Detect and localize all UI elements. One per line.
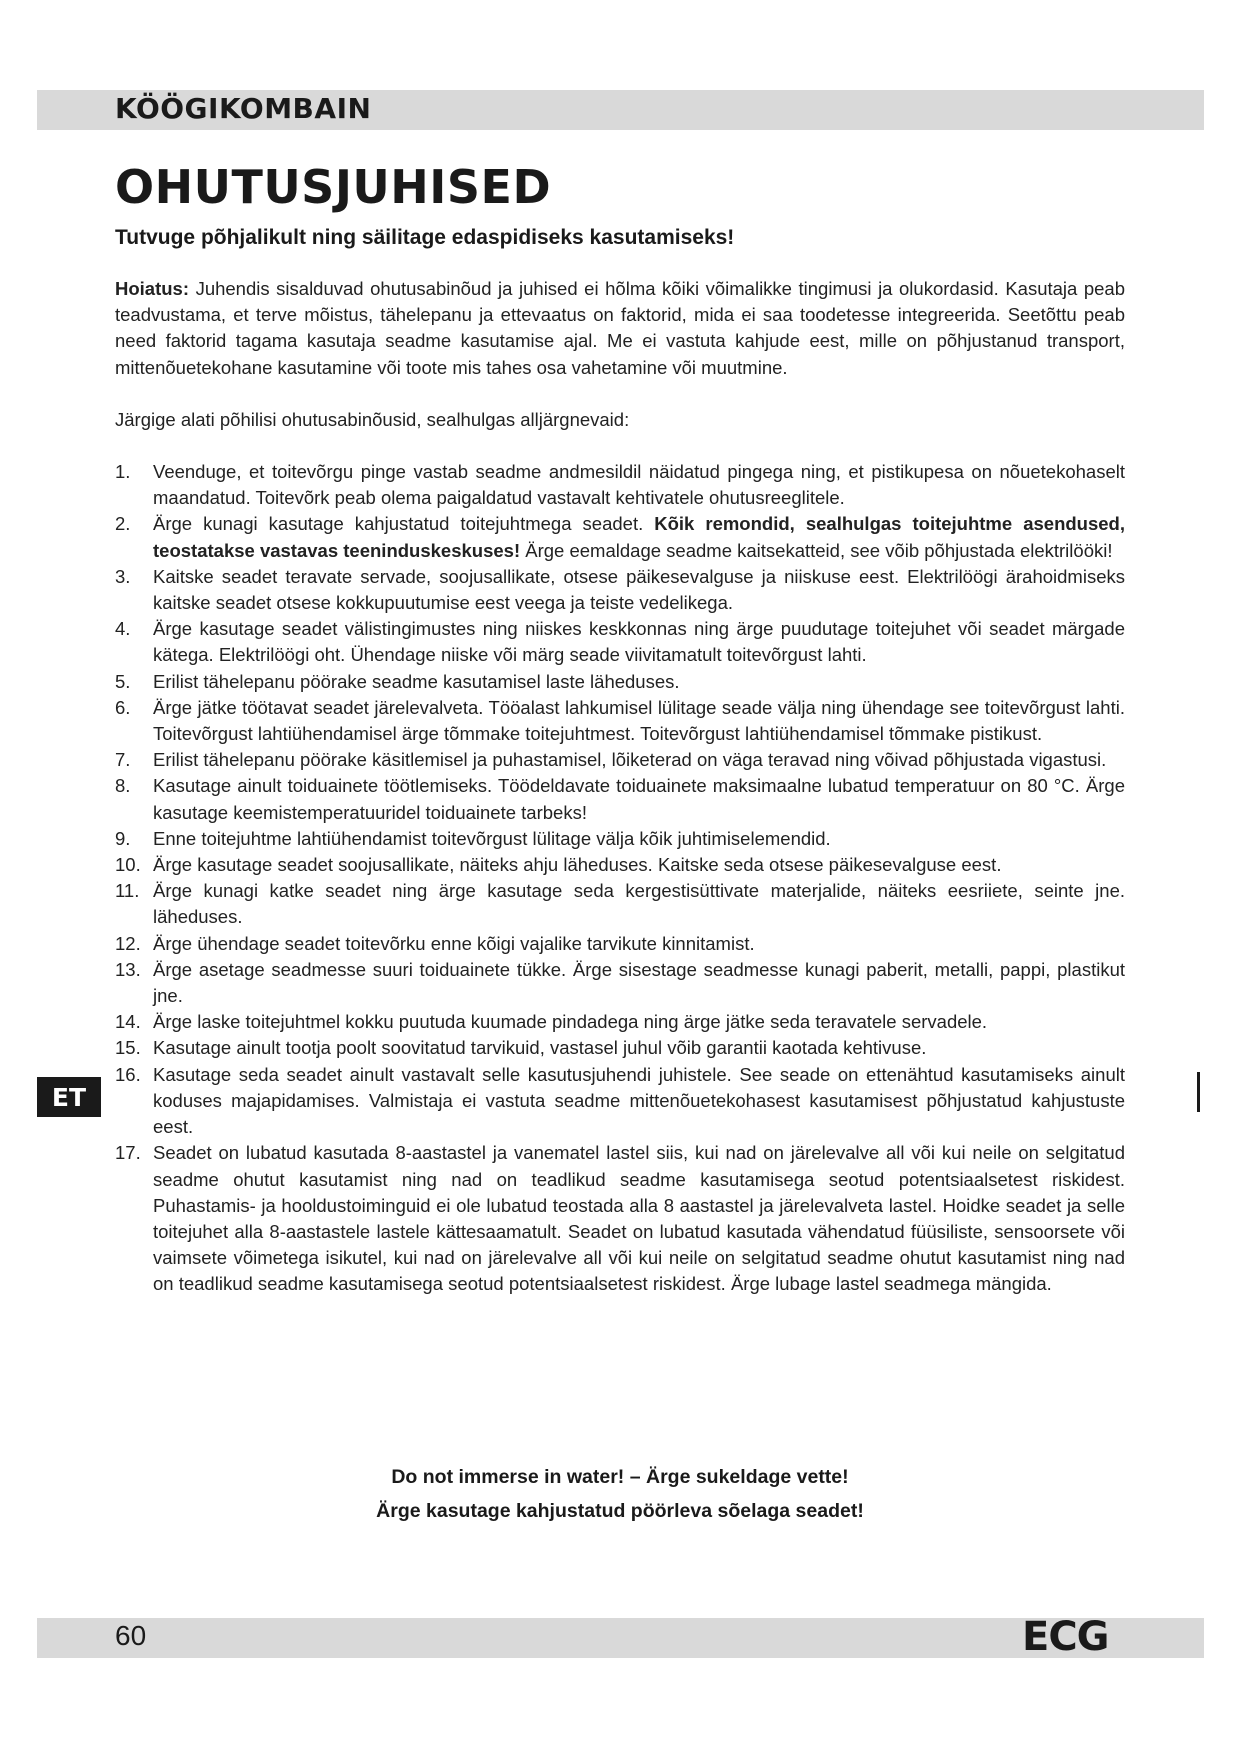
list-item: 9. Enne toitejuhtme lahtiühendamist toitevõrgust lülitage välja kõik juhtimiselemendid. — [115, 827, 831, 849]
closing-line-water: Do not immerse in water! – Ärge sukeldage vette! — [391, 1466, 849, 1488]
list-item: 4. Ärge kasutage seadet välistingimustes ning niiskes keskkonnas ning ärge puudutage toitejuhet või seadet märgade kätega. Elektrilöögi oht. Ühendage niiske või märg seade viivitamatult toitevõrgust lahti. — [115, 618, 1125, 666]
list-item: 7. Erilist tähelepanu pöörake käsitlemisel ja puhastamisel, lõiketerad on väga teravad ning võivad põhjustada vigastusi. — [115, 749, 1107, 771]
closing-notice — [115, 1460, 1125, 1528]
list-item: 5. Erilist tähelepanu pöörake seadme kasutamisel laste läheduses. — [115, 670, 680, 692]
warning-text: Juhendis sisalduvad ohutusabinõud ja juhised ei hõlma kõiki võimalikke tingimusi ja olukordasid. Kasutaja peab teadvustama, et terve mõistus, tähelepanu ja ettevaatus on faktorid, mida ei saa toodetesse integreerida. Seetõttu peab need faktorid tagama kasutaja seadme kasutamise ajal. Me ei vastuta kahjude eest, mille on põhjustanud transport, mittenõuetekohane kasutamine või toote mis tahes osa vahetamine või muutmine. — [115, 278, 1126, 378]
service-notice: Kõik remondid, sealhulgas toitejuhtme asendused, teostatakse vastavas teeninduskeskuses! — [153, 513, 1125, 561]
warning-paragraph — [115, 276, 1125, 381]
list-item: 10. Ärge kasutage seadet soojusallikate, näiteks ahju läheduses. Kaitske seda otsese päikesevalguse eest. — [115, 854, 1002, 876]
page-number: 60 — [115, 1620, 147, 1651]
warning-label: Hoiatus: — [115, 278, 189, 299]
closing-line-sieve: Ärge kasutage kahjustatud pöörleva sõelaga seadet! — [376, 1500, 864, 1522]
section-title: KÖÖGIKOMBAIN — [115, 92, 372, 125]
list-item: 2. Ärge kunagi kasutage kahjustatud toitejuhtmega seadet. Kõik remondid, sealhulgas toitejuhtme asendused, teostatakse vastavas teeninduskeskuses! Ärge eemaldage seadme kaitsekatteid, see võib põhjustada elektrilööki! — [115, 513, 1125, 561]
list-item: 15. Kasutage ainult tootja poolt soovitatud tarvikuid, vastasel juhul võib garantii kaotada kehtivuse. — [115, 1037, 927, 1059]
page-title: OHUTUSJUHISED — [115, 160, 552, 214]
list-item: 12. Ärge ühendage seadet toitevõrku enne kõigi vajalike tarvikute kinnitamist. — [115, 932, 755, 954]
list-item: 16. Kasutage seda seadet ainult vastavalt selle kasutusjuhendi juhistele. See seade on ettenähtud kasutamiseks ainult koduses majapidamises. Valmistaja ei vastuta seadme mittenõuetekohasest kasutamisest põhjustatud kahjustuste eest. — [115, 1063, 1125, 1138]
list-item: 13. Ärge asetage seadmesse suuri toiduainete tükke. Ärge sisestage seadmesse kunagi paberit, metalli, pappi, plastikut jne. — [115, 958, 1125, 1007]
language-tab: ET — [37, 1077, 101, 1117]
intro-text: Järgige alati põhilisi ohutusabinõusid, sealhulgas alljärgnevaid: — [115, 408, 630, 430]
list-item: 11. Ärge kunagi katke seadet ning ärge kasutage seda kergestisüttivate materjalide, näiteks eesriiete, seinte jne. läheduses. — [115, 880, 1125, 928]
list-item: 8. Kasutage ainult toiduainete töötlemiseks. Töödeldavate toiduainete maksimaalne lubatud temperatuur on 80 °C. Ärge kasutage keemistemperatuuridel toiduainete tarbeks! — [115, 775, 1125, 823]
content — [115, 276, 1125, 1298]
subtitle: Tutvuge põhjalikult ning säilitage edaspidiseks kasutamiseks! — [115, 226, 735, 249]
brand-logo: ECG — [1022, 1614, 1109, 1660]
list-item: 17. Seadet on lubatud kasutada 8-aastastel ja vanematel lastel siis, kui nad on järelevalve all või kui neile on selgitatud seadme ohutut kasutamist ning nad on teadlikud seadme kasutamisega seotud potentsiaalsetest riskidest. Puhastamis- ja hooldustoiminguid ei ole lubatud teostada alla 8 aastastel ja järelevalveta lastel. Hoidke seadet ja selle toitejuhet alla 8-aastastele lastele kättesaamatult. Seadet on lubatud kasutada vähendatud füüsiliste, sensoorsete või vaimsete võimetega isikutel, kui nad on järelevalve all või kui neile on selgitatud seadme ohutut kasutamist ning nad on teadlikud seadme kasutamisega seotud potentsiaalsetest riskidest. Ärge lubage lastel seadmega mängida. — [115, 1142, 1125, 1295]
margin-mark — [1197, 1072, 1200, 1112]
list-item: 1. Veenduge, et toitevõrgu pinge vastab seadme andmesildil näidatud pingega ning, et pistikupesa on nõuetekohaselt maandatud. Toitevõrk peab olema paigaldatud vastavalt kehtivatele ohutusreeglitele. — [115, 461, 1125, 509]
list-item: 3. Kaitske seadet teravate servade, soojusallikate, otsese päikesevalguse ja niiskuse eest. Elektrilöögi ärahoidmiseks kaitske seadet otsese kokkupuutumise eest veega ja teiste vedelikega. — [115, 565, 1125, 614]
list-item: 14. Ärge laske toitejuhtmel kokku puutuda kuumade pindadega ning ärge jätke seda teravatele servadele. — [115, 1011, 988, 1033]
list-item: 6. Ärge jätke töötavat seadet järelevalveta. Tööalast lahkumisel lülitage seade välja ning ühendage see toitevõrgust lahti. Toitevõrgust lahtiühendamisel ärge tõmmake toitejuhtmest. Toitevõrgust lahtiühendamisel tõmmake pistikust. — [115, 696, 1125, 745]
safety-rules-list — [115, 459, 1125, 1298]
